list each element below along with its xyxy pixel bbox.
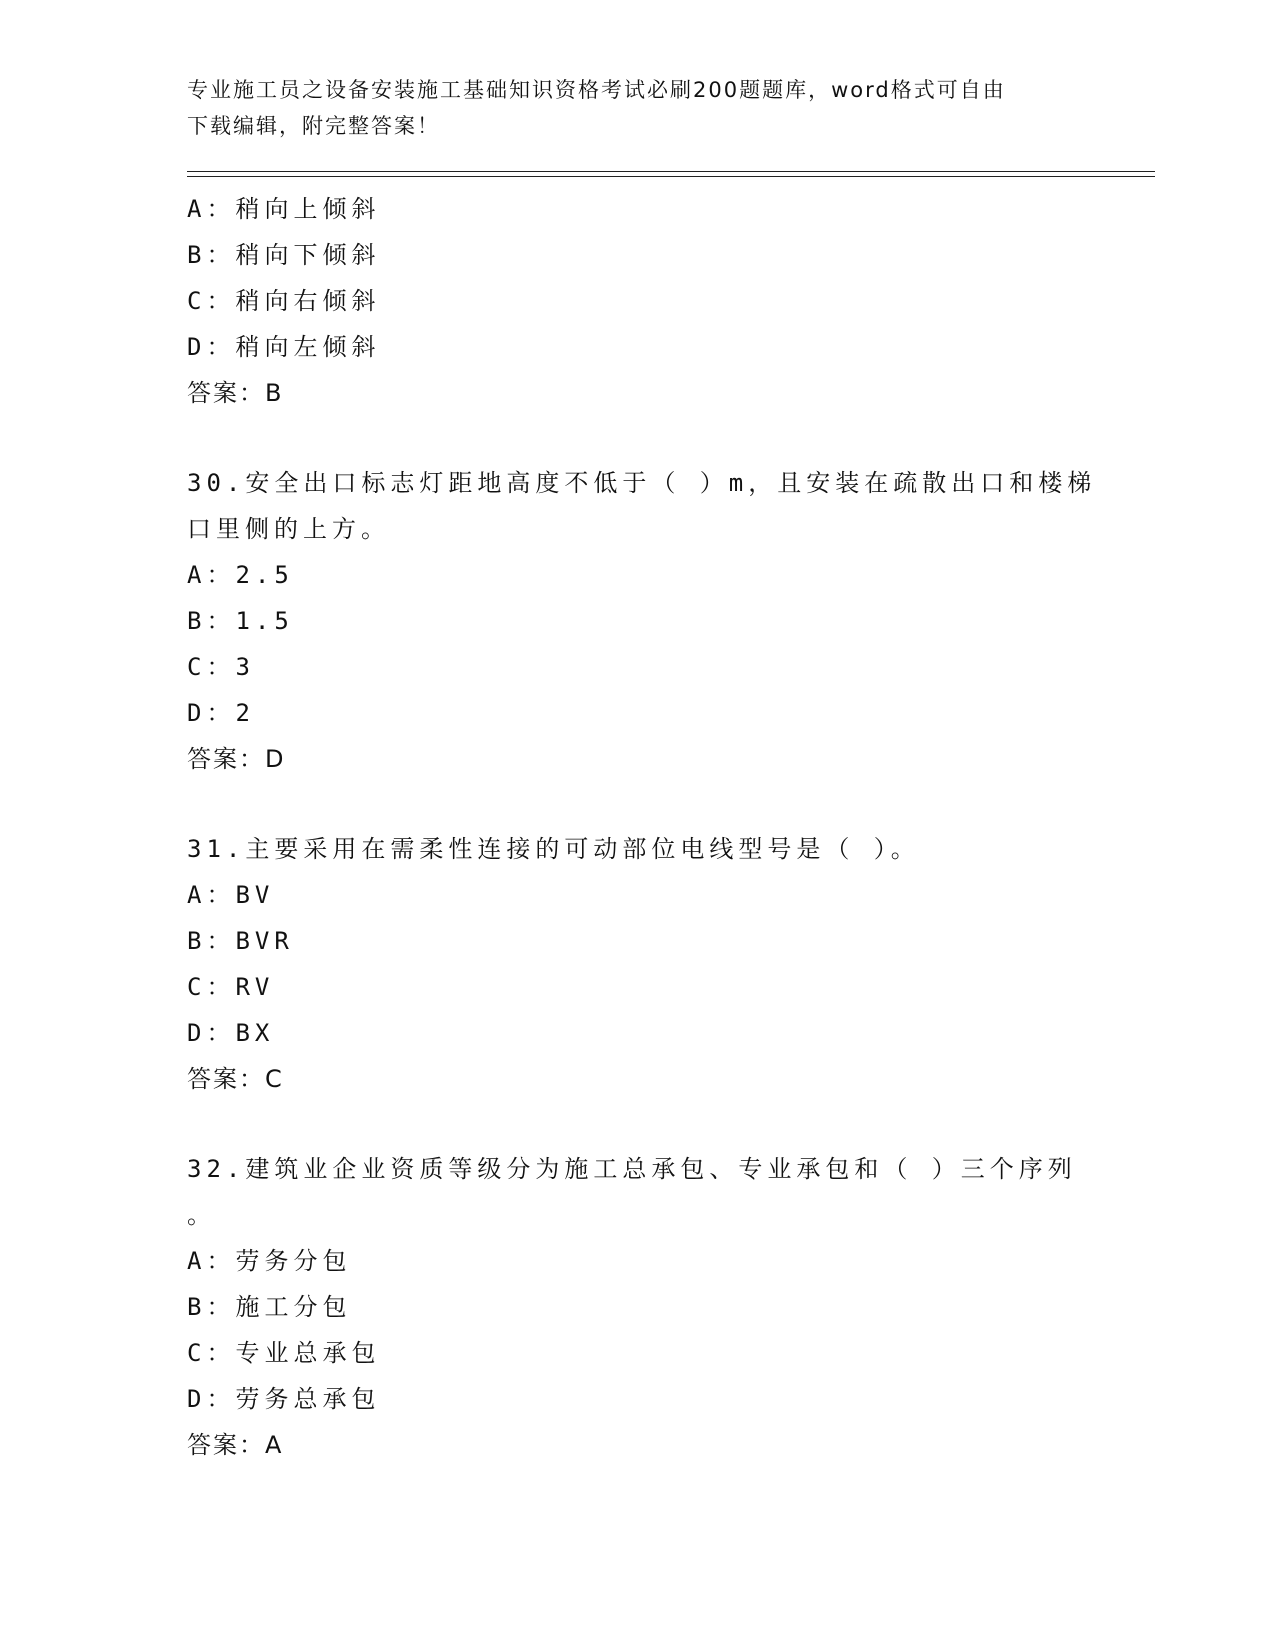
header-title-line-1: 专业施工员之设备安装施工基础知识资格考试必刷200题题库，word格式可自由 bbox=[187, 78, 1006, 102]
header-title-line-2: 下载编辑，附完整答案！ bbox=[187, 114, 440, 138]
option-b: B：施工分包 bbox=[187, 1293, 352, 1321]
header-divider-bottom bbox=[187, 176, 1155, 177]
option-d: D：稍向左倾斜 bbox=[187, 333, 381, 361]
answer: 答案：B bbox=[187, 379, 284, 407]
option-d: D：劳务总承包 bbox=[187, 1385, 381, 1413]
option-a: A：BV bbox=[187, 881, 275, 909]
document-header bbox=[187, 72, 1067, 144]
question-32 bbox=[187, 1146, 1087, 1468]
spacer bbox=[187, 1102, 1087, 1146]
question-text-line-1: 31.主要采用在需柔性连接的可动部位电线型号是（ ）。 bbox=[187, 835, 920, 863]
option-a: A：2.5 bbox=[187, 561, 294, 589]
question-text-line-2: 。 bbox=[187, 1201, 216, 1229]
option-b: B：BVR bbox=[187, 927, 294, 955]
question-list bbox=[187, 186, 1097, 1468]
question-text-line-2: 口里侧的上方。 bbox=[187, 515, 390, 543]
answer: 答案：C bbox=[187, 1065, 284, 1093]
question-text-line-1: 32.建筑业企业资质等级分为施工总承包、专业承包和（ ）三个序列 bbox=[187, 1155, 1077, 1183]
option-c: C：稍向右倾斜 bbox=[187, 287, 381, 315]
option-c: C：专业总承包 bbox=[187, 1339, 381, 1367]
option-c: C：3 bbox=[187, 653, 255, 681]
spacer bbox=[187, 416, 1087, 460]
spacer bbox=[187, 782, 1087, 826]
question-30 bbox=[187, 460, 1097, 782]
answer: 答案：A bbox=[187, 1431, 284, 1459]
option-a: A：劳务分包 bbox=[187, 1247, 352, 1275]
question-29 bbox=[187, 186, 1087, 416]
option-a: A：稍向上倾斜 bbox=[187, 195, 381, 223]
question-text-line-1: 30.安全出口标志灯距地高度不低于（ ）m，且安装在疏散出口和楼梯 bbox=[187, 469, 1097, 497]
option-d: D：2 bbox=[187, 699, 255, 727]
option-d: D：BX bbox=[187, 1019, 275, 1047]
question-31 bbox=[187, 826, 1087, 1102]
answer: 答案：D bbox=[187, 745, 286, 773]
option-b: B：稍向下倾斜 bbox=[187, 241, 381, 269]
option-b: B：1.5 bbox=[187, 607, 294, 635]
option-c: C：RV bbox=[187, 973, 275, 1001]
header-divider-top bbox=[187, 171, 1155, 172]
